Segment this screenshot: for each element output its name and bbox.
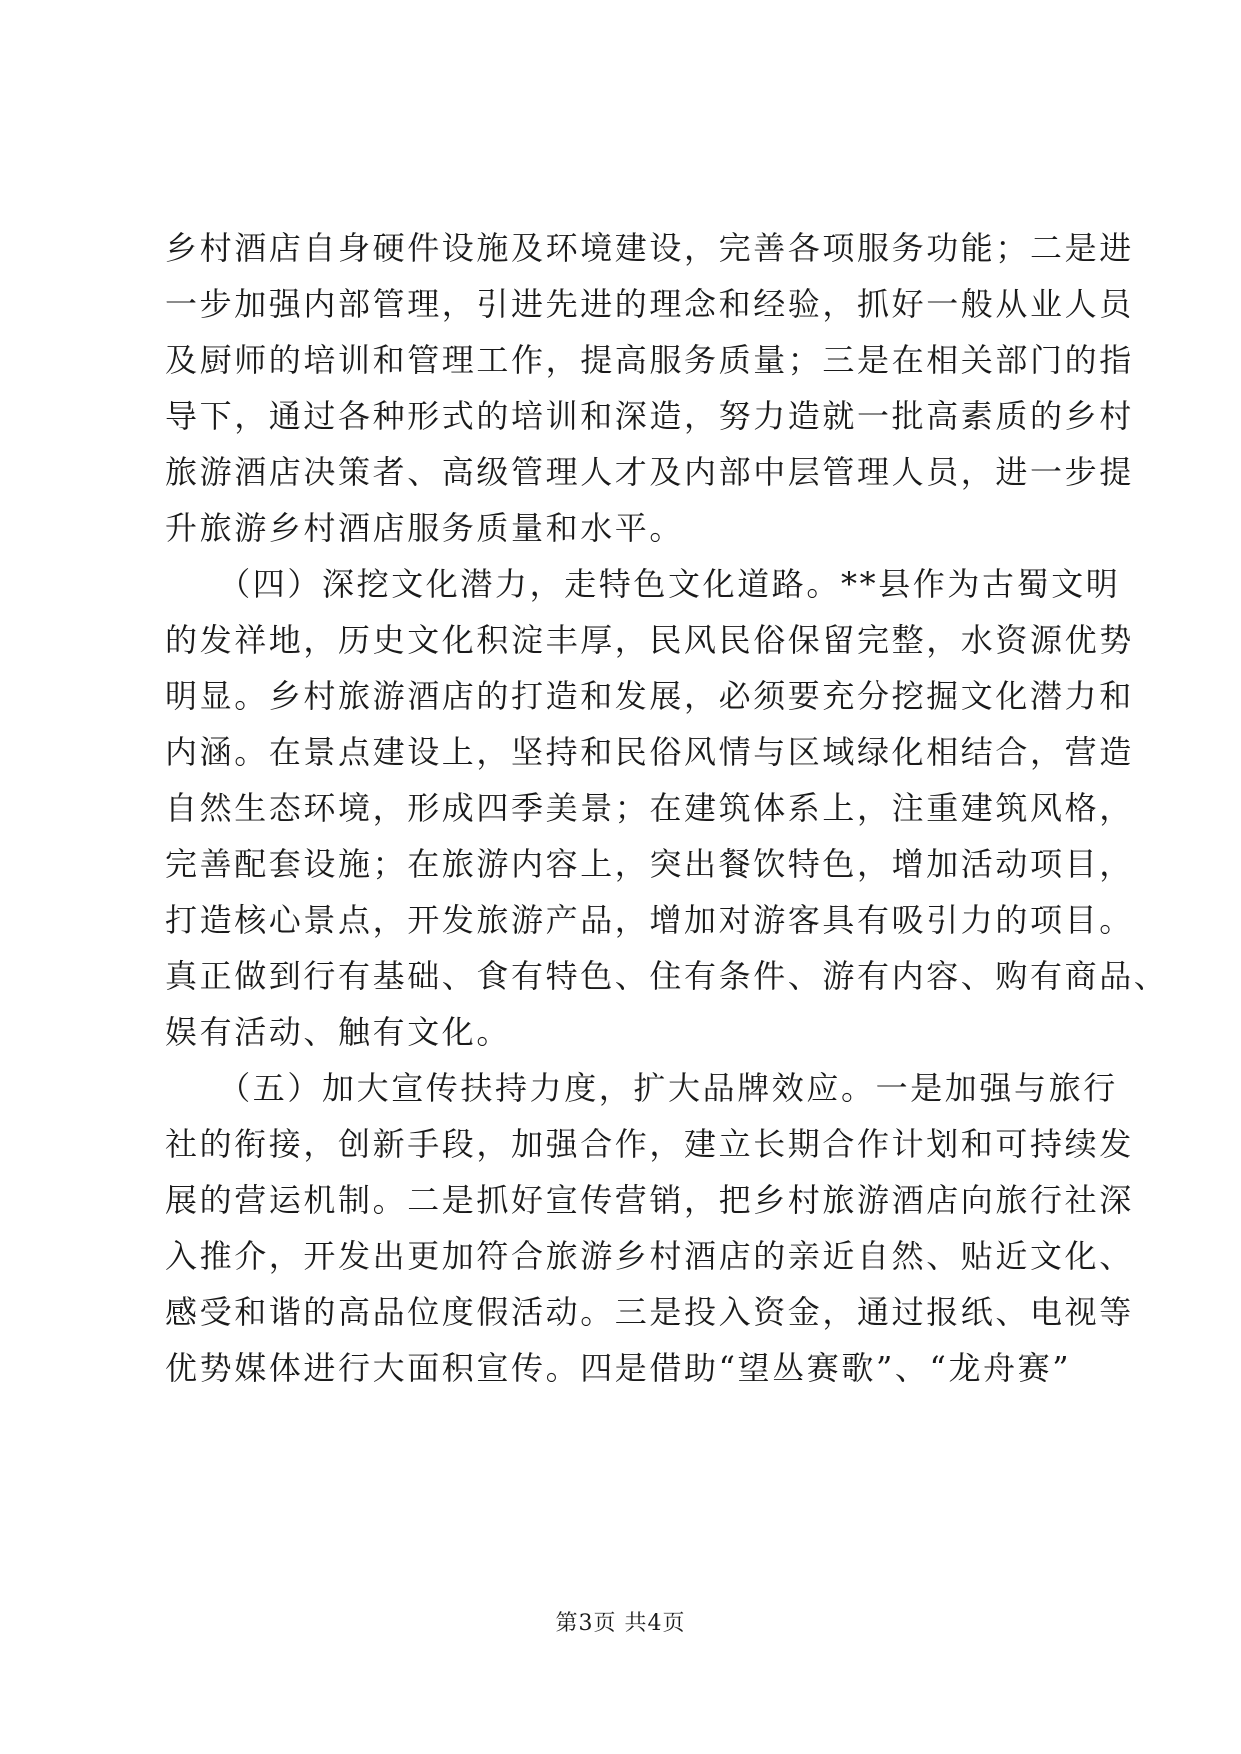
text-line: 入推介，开发出更加符合旅游乡村酒店的亲近自然、贴近文化、 — [165, 1237, 1134, 1275]
text-line: 娱有活动、触有文化。 — [165, 1013, 512, 1051]
text-line: 真正做到行有基础、食有特色、住有条件、游有内容、购有商品、 — [165, 957, 1169, 995]
text-line: 打造核心景点，开发旅游产品，增加对游客具有吸引力的项目。 — [165, 901, 1134, 939]
text-line: 旅游酒店决策者、高级管理人才及内部中层管理人员，进一步提 — [165, 453, 1134, 491]
text-line: 内涵。在景点建设上，坚持和民俗风情与区域绿化相结合，营造 — [165, 733, 1134, 771]
text-line: 乡村酒店自身硬件设施及环境建设，完善各项服务功能；二是进 — [165, 229, 1134, 267]
text-line: 明显。乡村旅游酒店的打造和发展，必须要充分挖掘文化潜力和 — [165, 677, 1134, 715]
text-line: 升旅游乡村酒店服务质量和水平。 — [165, 509, 685, 547]
text-line: 导下，通过各种形式的培训和深造，努力造就一批高素质的乡村 — [165, 397, 1134, 435]
text-line: 完善配套设施；在旅游内容上，突出餐饮特色，增加活动项目， — [165, 845, 1134, 883]
text-line: 一步加强内部管理，引进先进的理念和经验，抓好一般从业人员 — [165, 285, 1134, 323]
text-line: （四）深挖文化潜力，走特色文化道路。**县作为古蜀文明 — [165, 565, 1121, 603]
text-line: 及厨师的培训和管理工作，提高服务质量；三是在相关部门的指 — [165, 341, 1134, 379]
text-line: 展的营运机制。二是抓好宣传营销，把乡村旅游酒店向旅行社深 — [165, 1181, 1134, 1219]
page-number-footer: 第3页 共4页 — [555, 1611, 686, 1636]
text-line: 社的衔接，创新手段，加强合作，建立长期合作计划和可持续发 — [165, 1125, 1134, 1163]
text-line: 的发祥地，历史文化积淀丰厚，民风民俗保留完整，水资源优势 — [165, 621, 1134, 659]
text-line: 优势媒体进行大面积宣传。四是借助“望丛赛歌”、“龙舟赛” — [165, 1349, 1072, 1387]
text-line: 感受和谐的高品位度假活动。三是投入资金，通过报纸、电视等 — [165, 1293, 1134, 1331]
text-line: 自然生态环境，形成四季美景；在建筑体系上，注重建筑风格， — [165, 789, 1134, 827]
text-line: （五）加大宣传扶持力度，扩大品牌效应。一是加强与旅行 — [165, 1069, 1118, 1107]
